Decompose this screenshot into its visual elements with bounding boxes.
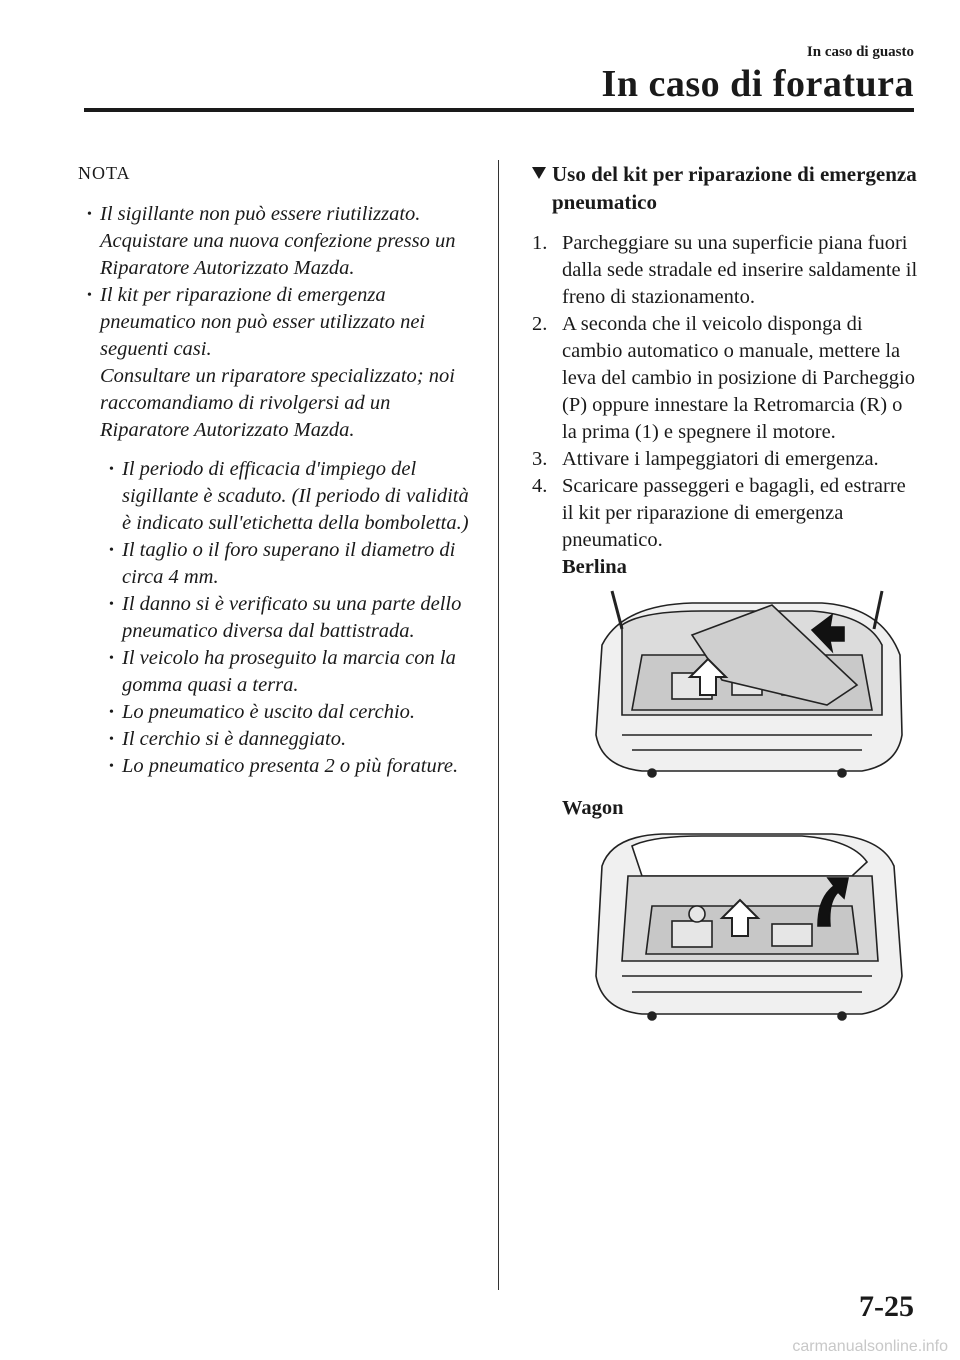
note-label: NOTA <box>78 163 131 183</box>
step-text: A seconda che il veicolo disponga di cambio automatico o manuale, mettere la leva del cambio in posizione di Parcheggio (P) oppure innestare la Retromarcia (R) o la prima (1) e spegnere il motore. <box>562 313 915 443</box>
step-item <box>532 311 922 446</box>
wagon-caption: Wagon <box>562 797 624 819</box>
step-item <box>532 230 922 311</box>
section-heading-text: Uso del kit per riparazione di emergenza pneumatico <box>552 162 917 214</box>
step-number: 3. <box>532 448 548 470</box>
triangle-marker-icon <box>532 167 546 179</box>
watermark: carmanualsonline.info <box>792 1338 948 1355</box>
note-sub-bullet: • Il cerchio si è danneggiato. <box>78 726 478 753</box>
step-number: 2. <box>532 313 548 335</box>
note-sub-bullet: • Il taglio o il foro superano il diametro di circa 4 mm. <box>78 537 478 591</box>
step-number: 1. <box>532 232 548 254</box>
step-text: Scaricare passeggeri e bagagli, ed estrarre il kit per riparazione di emergenza pneumatico. <box>562 475 906 551</box>
note-sub-bullet: • Lo pneumatico è uscito dal cerchio. <box>78 699 478 726</box>
page-title: In caso di foratura <box>601 63 914 105</box>
note-sub-bullet: • Lo pneumatico presenta 2 o più forature. <box>78 753 478 780</box>
sedan-caption: Berlina <box>562 556 627 578</box>
step-item <box>532 446 922 473</box>
note-sub-bullet: • Il periodo di efficacia d'impiego del sigillante è scaduto. (Il periodo di validità è indicato sull'etichetta della bomboletta.) <box>78 456 478 537</box>
note-bullet-text: Consultare un riparatore specializzato; noi raccomandiamo di rivolgersi ad un Riparatore Autorizzato Mazda. <box>100 365 455 441</box>
note-bullet: • Il sigillante non può essere riutilizzato. Acquistare una nuova confezione presso un Riparatore Autorizzato Mazda. <box>78 201 478 282</box>
header-section: In caso di guasto <box>806 44 914 60</box>
section-heading <box>532 160 922 216</box>
procedure-column <box>532 160 922 1026</box>
page-number: 7-25 <box>859 1290 914 1323</box>
step-text: Parcheggiare su una superficie piana fuori dalla sede stradale ed inserire saldamente il freno di stazionamento. <box>562 232 918 308</box>
note-bullet <box>78 282 478 444</box>
step-item <box>532 473 922 554</box>
step-text: Attivare i lampeggiatori di emergenza. <box>562 448 879 470</box>
header-rule <box>84 108 914 112</box>
sedan-trunk-illustration <box>582 585 912 785</box>
wagon-trunk-illustration <box>582 826 912 1026</box>
column-divider <box>498 160 499 1290</box>
note-bullet-text: • Il kit per riparazione di emergenza pneumatico non può esser utilizzato nei seguenti casi. <box>100 284 426 360</box>
note-sub-bullet: • Il veicolo ha proseguito la marcia con la gomma quasi a terra. <box>78 645 478 699</box>
note-sub-bullet: • Il danno si è verificato su una parte dello pneumatico diversa dal battistrada. <box>78 591 478 645</box>
step-number: 4. <box>532 475 548 497</box>
note-column <box>78 160 478 780</box>
